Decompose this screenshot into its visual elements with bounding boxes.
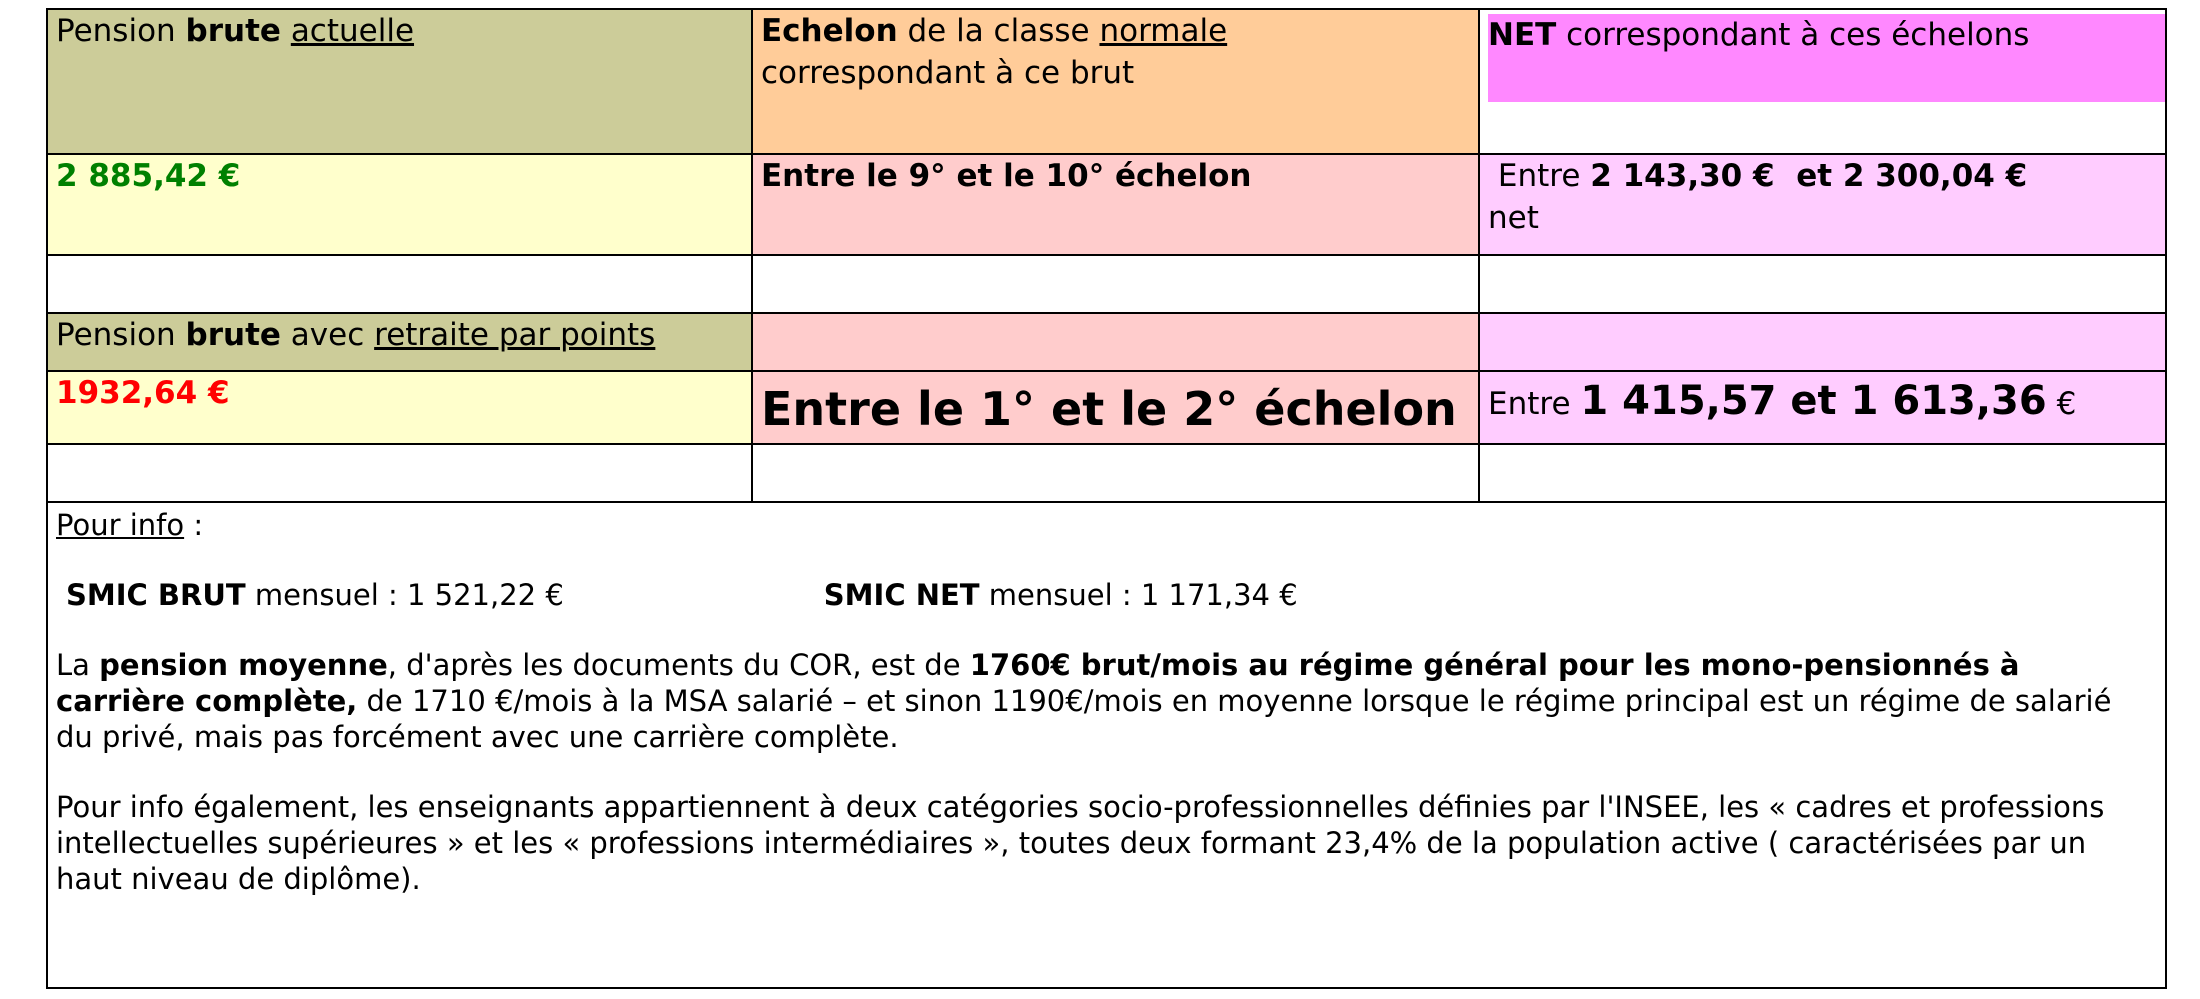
current-net: Entre 2 143,30 € et 2 300,04 € net: [1479, 154, 2166, 255]
smic-line: SMIC BRUT mensuel : 1 521,22 € SMIC NET mensuel : 1 171,34 €: [66, 578, 1298, 612]
points-echelon: Entre le 1° et le 2° échelon: [752, 371, 1479, 444]
header-points-empty-net: [1479, 313, 2166, 371]
spacer-cell: [752, 255, 1479, 313]
header-row: [47, 9, 2166, 154]
info-heading: Pour info :: [56, 508, 204, 542]
points-net: Entre 1 415,57 et 1 613,36 €: [1479, 371, 2166, 444]
current-echelon: Entre le 9° et le 10° échelon: [752, 154, 1479, 255]
info-box: [47, 502, 2166, 988]
spacer-row-2: [47, 444, 2166, 502]
spacer-cell: [752, 444, 1479, 502]
spacer-row-1: [47, 255, 2166, 313]
header-echelon: Echelon de la classe normale correspondant à ce brut: [752, 9, 1479, 154]
header-points-row: [47, 313, 2166, 371]
info-row: [47, 502, 2166, 988]
spacer-cell: [1479, 444, 2166, 502]
row-points: [47, 371, 2166, 444]
points-brut-value: 1932,64 €: [47, 371, 752, 444]
header-points-brut: Pension brute avec retraite par points: [47, 313, 752, 371]
spacer-cell: [47, 255, 752, 313]
current-brut-value: 2 885,42 €: [47, 154, 752, 255]
header-current-brut: Pension brute actuelle: [47, 9, 752, 154]
row-current: [47, 154, 2166, 255]
pension-table: [46, 8, 2167, 989]
spacer-cell: [1479, 255, 2166, 313]
header-net: [1479, 9, 2166, 154]
info-paragraph-enseignants: Pour info également, les enseignants appartiennent à deux catégories socio-professionnelles définies par l'INSEE, les « cadres et professions intellectuelles supérieures » et les « professions intermédiaires », toutes deux formant 23,4% de la population active ( caractérisées par un haut niveau de diplôme).: [56, 790, 2105, 896]
spacer-cell: [47, 444, 752, 502]
info-paragraph-pension: La pension moyenne, d'après les documents du COR, est de 1760€ brut/mois au régime général pour les mono-pensionnés à carrière complète, de 1710 €/mois à la MSA salarié – et sinon 1190€/mois en moyenne lorsque le régime principal est un régime de salarié du privé, mais pas forcément avec une carrière complète.: [56, 648, 2112, 754]
header-points-empty: [752, 313, 1479, 371]
header-net-highlight: NET correspondant à ces échelons: [1488, 14, 2165, 102]
